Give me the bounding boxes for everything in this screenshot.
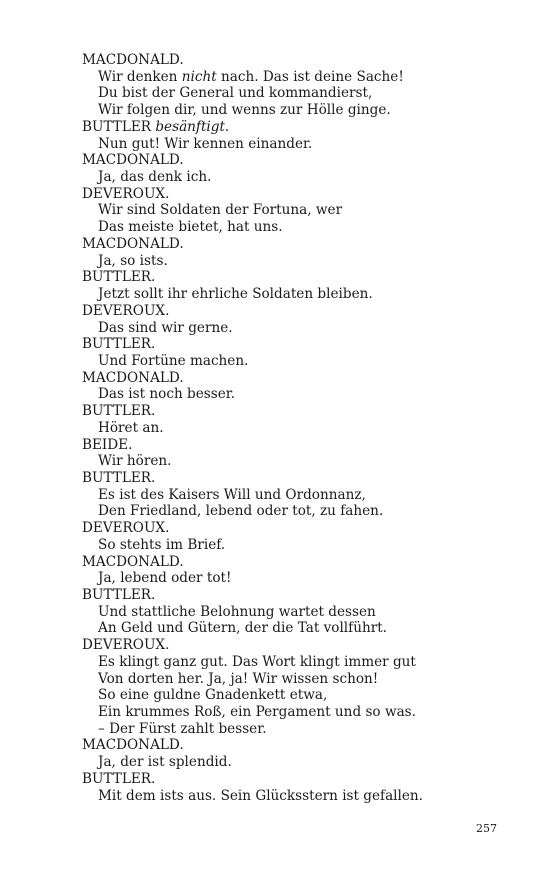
line-text: BUTTLER.: [82, 770, 156, 787]
line-text: Das sind wir gerne.: [98, 319, 233, 336]
line-text: So stehts im Brief.: [98, 536, 226, 553]
line-text: nach. Das ist deine Sache!: [216, 68, 404, 85]
verse-line: [82, 620, 482, 637]
verse-line: [82, 219, 482, 236]
verse-line: [82, 85, 482, 102]
line-text: MACDONALD.: [82, 152, 184, 169]
line-text: Ja, das denk ich.: [98, 169, 212, 186]
verse-line: [82, 654, 482, 671]
line-text: Du bist der General und kommandierst,: [98, 85, 373, 102]
line-text: MACDONALD.: [82, 369, 184, 386]
verse-line: [82, 253, 482, 270]
line-text: Ja, lebend oder tot!: [98, 570, 232, 587]
speaker-name: [82, 236, 482, 253]
speaker-name: [82, 520, 482, 537]
play-text: [82, 52, 482, 804]
verse-line: [82, 537, 482, 554]
speaker-name: [82, 370, 482, 387]
line-text: BUTTLER.: [82, 269, 156, 286]
speaker-name: [82, 737, 482, 754]
line-text: DEVEROUX.: [82, 520, 170, 537]
line-text: BEIDE.: [82, 436, 133, 453]
speaker-name: [82, 470, 482, 487]
speaker-name: [82, 403, 482, 420]
verse-line: [82, 503, 482, 520]
verse-line: [82, 102, 482, 119]
verse-line: [82, 453, 482, 470]
line-text: Das meiste bietet, hat uns.: [98, 219, 283, 236]
speaker-name: [82, 269, 482, 286]
speaker-name: [82, 637, 482, 654]
verse-line: [82, 704, 482, 721]
line-text: BUTTLER.: [82, 336, 156, 353]
line-text: Jetzt sollt ihr ehrliche Soldaten bleiben.: [98, 286, 373, 303]
speaker-name: [82, 52, 482, 69]
line-text: Ja, der ist splendid.: [98, 754, 232, 771]
line-text: BUTTLER.: [82, 587, 156, 603]
line-text: Von dorten her. Ja, ja! Wir wissen schon!: [98, 670, 379, 687]
verse-line: [82, 754, 482, 771]
line-text: Ein krummes Roß, ein Pergament und so was.: [98, 704, 416, 721]
line-text: Und Fortüne machen.: [98, 352, 249, 369]
line-text: DEVEROUX.: [82, 637, 170, 654]
line-text: Den Friedland, lebend oder tot, zu fahen.: [98, 503, 384, 520]
speaker-name: [82, 587, 482, 604]
line-text: Nun gut! Wir kennen einander.: [98, 135, 313, 152]
verse-line: [82, 604, 482, 621]
line-text: Es klingt ganz gut. Das Wort klingt immer gut: [98, 653, 416, 670]
verse-line: [82, 136, 482, 153]
line-text: BUTTLER.: [82, 403, 156, 420]
italic-text: nicht: [181, 68, 217, 85]
verse-line: [82, 788, 482, 805]
speaker-name: [82, 186, 482, 203]
verse-line: [82, 671, 482, 688]
verse-line: [82, 420, 482, 437]
page-number: 257: [476, 822, 497, 835]
verse-line: [82, 386, 482, 403]
speaker-name: [82, 437, 482, 454]
verse-line: [82, 320, 482, 337]
line-text: Es ist des Kaisers Will und Ordonnanz,: [98, 486, 366, 503]
speaker-name: [82, 554, 482, 571]
line-text: Höret an.: [98, 419, 164, 436]
line-text: DEVEROUX.: [82, 302, 170, 319]
line-text: Mit dem ists aus. Sein Glücksstern ist gefallen.: [98, 787, 424, 804]
verse-line: [82, 69, 482, 86]
speaker-name: [82, 119, 482, 136]
verse-line: [82, 286, 482, 303]
verse-line: [82, 353, 482, 370]
verse-line: [82, 570, 482, 587]
line-text: MACDONALD.: [82, 553, 184, 570]
speaker-name: [82, 336, 482, 353]
verse-line: [82, 687, 482, 704]
line-text: Wir denken: [98, 68, 182, 85]
verse-line: [82, 202, 482, 219]
line-text: BUTTLER: [82, 118, 156, 135]
line-text: Wir hören.: [98, 453, 172, 470]
speaker-name: [82, 771, 482, 788]
speaker-name: [82, 303, 482, 320]
line-text: Und stattliche Belohnung wartet dessen: [98, 603, 376, 620]
line-text: So eine guldne Gnadenkett etwa,: [98, 687, 328, 704]
line-text: Wir folgen dir, und wenns zur Hölle ginge.: [98, 102, 391, 119]
line-text: Ja, so ists.: [98, 252, 168, 269]
line-text: MACDONALD.: [82, 737, 184, 754]
verse-line: [82, 721, 482, 738]
italic-text: besänftigt.: [155, 118, 230, 135]
line-text: DEVEROUX.: [82, 185, 170, 202]
line-text: Das ist noch besser.: [98, 386, 236, 403]
line-text: BUTTLER.: [82, 469, 156, 486]
line-text: MACDONALD.: [82, 52, 184, 68]
line-text: Wir sind Soldaten der Fortuna, wer: [98, 202, 343, 219]
line-text: – Der Fürst zahlt besser.: [98, 720, 267, 737]
verse-line: [82, 487, 482, 504]
speaker-name: [82, 152, 482, 169]
verse-line: [82, 169, 482, 186]
line-text: MACDONALD.: [82, 235, 184, 252]
line-text: An Geld und Gütern, der die Tat vollführt.: [98, 620, 387, 637]
